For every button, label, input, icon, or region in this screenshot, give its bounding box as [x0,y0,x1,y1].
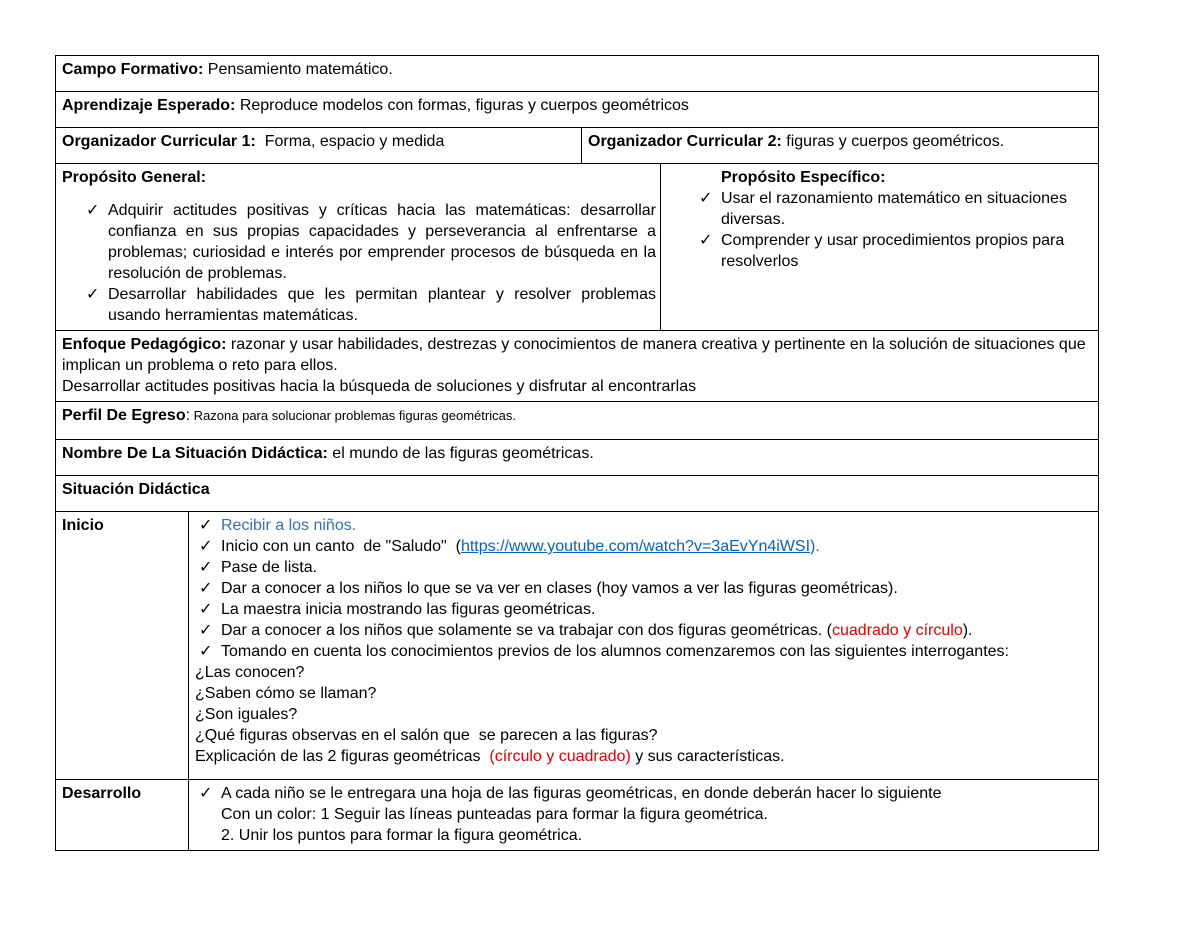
campo-value: Pensamiento matemático. [203,61,393,78]
checkmark-icon: ✓ [199,601,213,618]
enfoque-line2: Desarrollar actitudes positivas hacia la búsqueda de soluciones y disfrutar al encontrarlas [62,378,697,395]
proposito-especifico-label: Propósito Específico: [721,169,886,186]
question-4: ¿Qué figuras observas en el salón que se parecen a las figuras? [195,727,658,744]
row-desarrollo [56,780,1099,851]
list-item: ✓ Desarrollar habilidades que les permitan plantear y resolver problemas usando herramientas matemáticas. [86,286,656,324]
row-aprendizaje [56,92,1099,128]
cell-organizador-1 [56,128,582,164]
explicacion: Explicación de las 2 figuras geométricas (círculo y cuadrado) y sus características. [195,748,785,765]
nombre-label: Nombre De La Situación Didáctica: [62,445,328,462]
question-2: ¿Saben cómo se llaman? [195,685,377,702]
list-item: ✓ Usar el razonamiento matemático en situaciones diversas. [699,190,1067,228]
list-item: ✓ Adquirir actitudes positivas y críticas hacia las matemáticas: desarrollar confianza en sus propias capacidades y perseverancia al enfrentarse a problemas; curiosidad e interés por emprender procesos de búsqueda en la resolución de problemas. [86,202,656,282]
row-perfil [56,402,1099,440]
checkmark-icon: ✓ [199,538,213,555]
cell-inicio-label: Inicio [56,512,189,780]
cell-situacion [56,476,1099,512]
checkmark-icon: ✓ [199,517,213,534]
cell-organizador-2 [582,128,1099,164]
checkmark-icon: ✓ [199,622,213,639]
checkmark-icon: ✓ [199,559,213,576]
cell-nombre [56,440,1099,476]
list-item: ✓ La maestra inicia mostrando las figuras geométricas. [199,601,596,618]
planning-document [55,55,1098,851]
proposito-general-label: Propósito General: [62,169,207,186]
cell-aprendizaje [56,92,1099,128]
list-item: ✓ Pase de lista. [199,559,318,576]
checkmark-icon: ✓ [199,580,213,597]
cell-perfil: Perfil De Egreso: Razona para solucionar problemas figuras geométricas. [56,402,1099,440]
list-item: ✓ Inicio con un canto de "Saludo" (https://www.youtube.com/watch?v=3aEvYn4iWSI). [199,538,820,555]
organizador1-value: Forma, espacio y medida [255,133,445,150]
organizador2-value: figuras y cuerpos geométricos. [781,133,1005,150]
checkmark-icon: ✓ [86,286,100,303]
enfoque-label: Enfoque Pedagógico: [62,336,227,353]
row-nombre [56,440,1099,476]
list-item: ✓ Recibir a los niños. [199,517,357,534]
row-enfoque [56,331,1099,402]
list-item: ✓ Dar a conocer a los niños lo que se va ver en clases (hoy vamos a ver las figuras geométricas). [199,580,898,597]
cell-proposito-especifico [661,164,1099,331]
aprendizaje-label: Aprendizaje Esperado: [62,97,236,114]
cell-desarrollo-label: Desarrollo [56,780,189,851]
row-organizadores [56,128,1099,164]
cell-enfoque [56,331,1099,402]
row-situacion [56,476,1099,512]
proposito-general-list [82,200,656,326]
organizador2-label: Organizador Curricular 2: [588,133,782,150]
list-item: ✓ A cada niño se le entregara una hoja de las figuras geométricas, en donde deberán hacer lo siguiente Con un color: 1 Seguir las líneas punteadas para formar la figura geométrica. 2. Unir los puntos para formar la figura geométrica. [199,785,942,844]
campo-label: Campo Formativo: [62,61,204,78]
cell-desarrollo-content [189,780,1099,851]
desarrollo-list [195,783,1092,846]
nombre-value: el mundo de las figuras geométricas. [327,445,594,462]
question-1: ¿Las conocen? [195,664,305,681]
list-item: ✓ Comprender y usar procedimientos propios para resolverlos [699,232,1065,270]
aprendizaje-value: Reproduce modelos con formas, figuras y cuerpos geométricos [235,97,689,114]
perfil-value: Razona para solucionar problemas figuras geométricas. [190,408,516,423]
list-item: ✓ Dar a conocer a los niños que solamente se va trabajar con dos figuras geométricas. (cuadrado y círculo). [199,622,973,639]
row-inicio [56,512,1099,780]
youtube-link[interactable]: https://www.youtube.com/watch?v=3aEvYn4iWSI [460,538,811,555]
checkmark-icon: ✓ [699,190,713,207]
question-3: ¿Son iguales? [195,706,298,723]
inicio-list [195,515,1092,662]
checkmark-icon: ✓ [86,202,100,219]
checkmark-icon: ✓ [699,232,713,249]
enfoque-value: razonar y usar habilidades, destrezas y conocimientos de manera creativa y pertinente en la solución de situaciones que implican un problema o reto para ellos. [62,336,1086,374]
row-propositos [56,164,1099,331]
cell-inicio-content [189,512,1099,780]
organizador1-label: Organizador Curricular 1: [62,133,256,150]
situacion-label: Situación Didáctica [62,481,210,498]
checkmark-icon: ✓ [199,643,213,660]
cell-campo [56,56,1099,92]
cell-proposito-general [56,164,661,331]
checkmark-icon: ✓ [199,785,213,802]
proposito-especifico-list [695,188,1092,272]
planning-table [55,55,1099,851]
row-campo [56,56,1099,92]
perfil-label: Perfil De Egreso [62,407,186,424]
list-item: ✓ Tomando en cuenta los conocimientos previos de los alumnos comenzaremos con las siguientes interrogantes: [199,643,1009,660]
